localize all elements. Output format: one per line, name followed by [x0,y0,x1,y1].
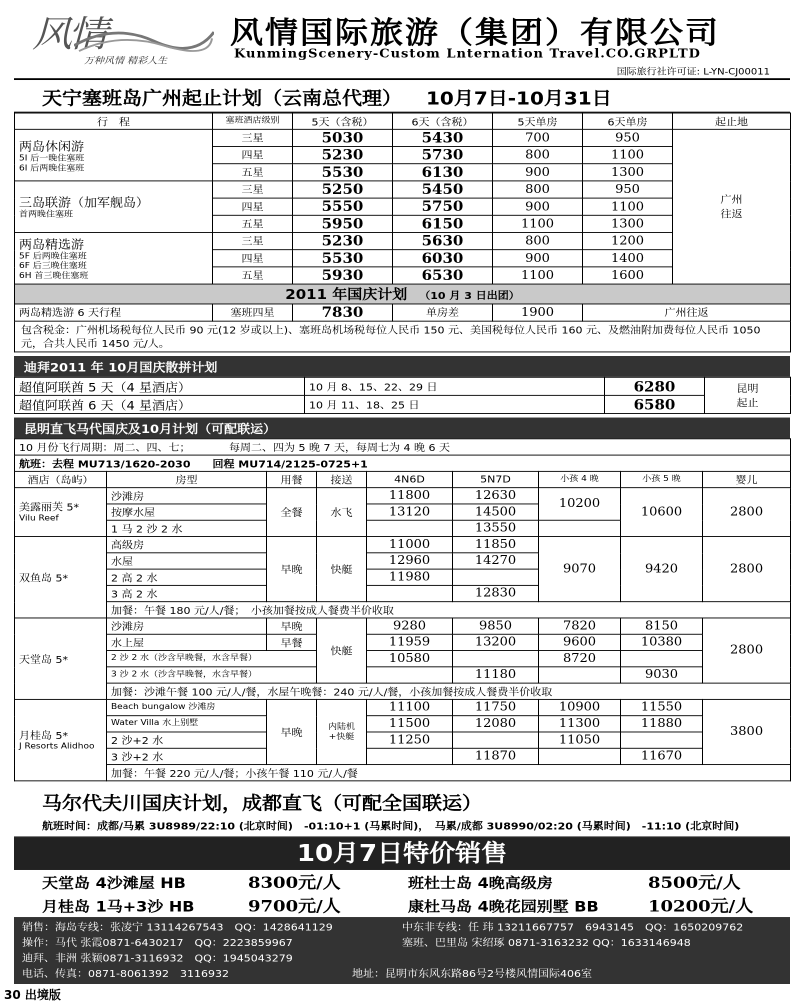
table-row [15,748,791,764]
group-note: 5I 后一晚住塞班 [19,153,85,163]
promo-price: 9700元/人 [248,897,341,917]
price-6day: 6530 [393,267,493,284]
single-5day: 900 [493,250,583,267]
price-5n7d: 12080 [453,716,539,732]
flight-row [15,455,791,471]
child-5: 11880 [621,716,703,732]
single-6day: 1200 [583,232,673,249]
col-hotel: 酒店（岛屿） [15,471,107,487]
single-6day: 1100 [583,198,673,215]
room-type: 水上屋 [107,634,267,650]
hotel-name: 月桂岛 5* [19,729,68,742]
group-two-island-leisure [15,129,213,181]
price-4n6d: 9280 [367,618,453,634]
national-day-row [15,304,791,321]
table-row [15,618,791,634]
origin-line: 昆明 [736,382,759,395]
col-room: 房型 [107,471,267,487]
tax-note: 包含税金：广州机场税每位人民币 90 元(12 岁或以上)、塞班岛机场税每位人民币 150 元、美国税每位人民币 160 元、及燃油附加费每位人民币 1050 元，合共人民币 1450 元/人。 [15,321,791,352]
child-4: 11050 [539,732,621,748]
table-row [15,377,791,395]
dubai-trip: 超值阿联酋 5 天（4 星酒店） [15,377,305,395]
child-5 [621,732,703,748]
price-5n7d: 11870 [453,748,539,764]
table-row [15,634,791,650]
child-4: 10900 [539,699,621,715]
maldives-header-row [15,471,791,487]
child-4: 9070 [539,537,621,602]
single-5day: 800 [493,181,583,198]
contact-address: 地址：昆明市东风东路86号2号楼风情国际406室 [352,967,592,980]
child-5: 11670 [621,748,703,764]
transfer-line: +快艇 [328,731,355,742]
company-logo [24,6,224,77]
promo-row [14,870,790,894]
price-5n7d: 14270 [453,553,539,569]
col-hotel-level: 塞班酒店级别 [213,113,293,129]
price-4n6d: 11959 [367,634,453,650]
price-5n7d [453,651,539,667]
promo-row [14,894,790,918]
meal-plan: 早晚 [267,618,317,634]
price-4n6d: 11500 [367,716,453,732]
license-number: 国际旅行社许可证: L-YN-CJ00011 [616,67,770,78]
child-5: 10600 [621,488,703,537]
dubai-trip: 超值阿联酋 6 天（4 星酒店） [15,395,305,413]
dubai-title: 迪拜2011 年 10月国庆散拼计划 [14,356,790,377]
price-6day: 6030 [393,250,493,267]
price-4n6d: 11980 [367,569,453,585]
infant-price: 2800 [703,537,791,602]
price-4n6d: 13120 [367,504,453,520]
price-5day: 5550 [293,198,393,215]
single-5day: 1100 [493,215,583,232]
single-5day: 900 [493,198,583,215]
origin-line: 起止 [736,397,759,409]
room-type: 水屋 [107,553,267,569]
price-5day: 5250 [293,181,393,198]
hotel-vilu-reef [15,488,107,537]
meal-plan: 全餐 [267,488,317,537]
price-4n6d [367,748,453,764]
price-6day: 5750 [393,198,493,215]
hotel-level: 三星 [213,232,293,249]
meal-plan: 早晚 [267,699,317,764]
hotel-level: 四星 [213,198,293,215]
group-note: 6F 后三晚住塞班 [19,261,87,271]
price-4n6d: 11100 [367,699,453,715]
child-4: 9600 [539,634,621,650]
group-note: 5F 后两晚住塞班 [19,251,87,261]
price-6day: 5630 [393,232,493,249]
single-6day: 1100 [583,147,673,164]
single-6day: 1400 [583,250,673,267]
price-4n6d: 12960 [367,553,453,569]
hotel-level: 三星 [213,181,293,198]
logo-slogan: 万种风情 精彩人生 [84,56,168,67]
price-5day: 5950 [293,215,393,232]
table-row [15,395,791,413]
table-row [15,602,791,618]
promo-table [14,870,790,917]
transfer [317,699,367,764]
room-type: 按摩水屋 [107,504,267,520]
col-infant: 婴儿 [703,471,791,487]
price-6day: 6130 [393,164,493,181]
hotel-name-en: J Resorts Alidhoo [19,742,95,752]
col-origin: 起止地 [673,113,791,129]
hotel-level: 五星 [213,267,293,284]
single-6day: 1600 [583,267,673,284]
price-6day: 5430 [393,129,493,146]
group-note: 6I 后两晚住塞班 [19,163,85,173]
contact-line: 销售：海岛专线：张凌宁 13114267543 QQ：1428641129 [22,921,333,934]
maldives-title: 昆明直飞马代国庆及10月计划（可配联运） [14,418,790,439]
price-5n7d: 11180 [453,667,539,683]
child-5: 11550 [621,699,703,715]
saipan-title-text: 天宁塞班岛广州起止计划（云南总代理） [42,87,402,109]
child-4: 7820 [539,618,621,634]
price-6day: 6150 [393,215,493,232]
table-row [15,667,791,683]
contact-block [14,917,790,984]
price-5day: 5530 [293,164,393,181]
single-5day: 700 [493,129,583,146]
price-4n6d [367,520,453,536]
group-three-island [15,181,213,233]
dubai-price: 6280 [605,377,705,395]
table-row [15,488,791,504]
promo-price: 10200元/人 [648,897,754,917]
room-type: Water Villa 水上别墅 [107,716,267,732]
hotel-level: 四星 [213,250,293,267]
price-4n6d: 11800 [367,488,453,504]
hotel-name: 美露丽芙 5* [19,501,79,514]
maldives-table [14,438,791,781]
hotel-level: 五星 [213,164,293,181]
promo-banner: 10月7日特价销售 [14,837,790,870]
col-child-4: 小孩 4 晚 [539,471,621,487]
transfer-line: 内陆机 [327,722,355,732]
logo-mark: 风情 [32,13,104,56]
extra-meal-note: 加餐：沙滩午餐 100 元/人/餐，水屋午晚餐：240 元/人/餐，小孩加餐按成人餐费半价收取 [107,683,791,699]
company-name: 风情国际旅游（集团）有限公司 [230,14,720,51]
hotel-name: 天堂岛 5* [15,618,107,699]
col-6day: 6天（含税） [393,113,493,129]
group-name: 两岛精选游 [19,238,85,252]
price-5n7d [453,732,539,748]
national-day-title [15,284,791,304]
price-4n6d [367,585,453,601]
promo-item: 天堂岛 4沙滩屋 HB [42,874,186,892]
edition-label: 30 出境版 [4,988,61,1002]
single-6day: 1300 [583,164,673,181]
hotel-level: 四星 [213,147,293,164]
dubai-origin [705,377,791,413]
hotel-level: 三星 [213,129,293,146]
single-6day: 1300 [583,215,673,232]
flight-info: 航班：去程 MU713/1620-2030 回程 MU714/2125-0725+1 [15,455,791,471]
origin-line: 往返 [720,208,743,221]
contact-line: 操作：马代 张霞0871-6430217 QQ：2223859967 [22,936,293,949]
price-5day: 5230 [293,147,393,164]
promo-item: 月桂岛 1马+3沙 HB [42,897,195,915]
table-row [15,651,791,667]
col-4n6d: 4N6D [367,471,453,487]
table-row [15,765,791,781]
col-5day-single: 5天单房 [493,113,583,129]
single-6day: 950 [583,181,673,198]
transfer: 快艇 [317,618,367,683]
national-hotel: 塞班四星 [213,304,293,321]
transfer: 快艇 [317,537,367,602]
room-type: 沙滩房 [107,488,267,504]
price-4n6d: 10580 [367,651,453,667]
tax-note-row [15,321,791,352]
group-name: 两岛休闲游 [19,140,85,154]
infant-price: 3800 [703,699,791,764]
price-5day: 5230 [293,232,393,249]
price-4n6d: 11000 [367,537,453,553]
contact-line: 迪拜、非洲 张颖0871-3116932 QQ：1945043279 [22,952,293,965]
extra-meal-note: 加餐：午餐 220 元/人/餐；小孩午餐 110 元/人/餐 [107,765,791,781]
infant-price: 2800 [703,488,791,537]
price-4n6d [367,667,453,683]
promo-item: 康杜马岛 4晚花园别墅 BB [408,897,599,915]
col-transfer: 接送 [317,471,367,487]
child-5: 9030 [621,667,703,683]
col-5day: 5天（含税） [293,113,393,129]
room-type: 2 高 2 水 [107,569,267,585]
promo-price: 8500元/人 [648,873,741,893]
national-price: 7830 [293,304,393,321]
contact-line: 电话、传真：0871-8061392 3116932 [22,967,229,980]
child-4 [539,748,621,764]
hotel-level: 五星 [213,215,293,232]
cycle-row [15,439,791,455]
price-4n6d: 11250 [367,732,453,748]
col-itinerary: 行 程 [15,113,213,129]
child-5 [621,651,703,667]
extra-meal-note: 加餐：午餐 180 元/人/餐； 小孩加餐按成人餐费半价收取 [107,602,791,618]
empty-cell [539,520,621,536]
room-type: 2 沙 2 水（沙含早晚餐，水含早餐） [107,651,317,667]
price-5n7d: 12630 [453,488,539,504]
room-type: 2 沙+2 水 [107,732,267,748]
group-two-island-select [15,232,213,284]
price-5n7d: 13200 [453,634,539,650]
group-note: 6H 首三晚住塞班 [19,271,89,281]
single-5day: 800 [493,147,583,164]
single-6day: 950 [583,129,673,146]
national-single-price: 1900 [493,304,583,321]
chengdu-title: 马尔代夫川国庆计划，成都直飞（可配全国联运） [42,792,482,814]
price-5n7d: 9850 [453,618,539,634]
price-5n7d: 11750 [453,699,539,715]
price-6day: 5450 [393,181,493,198]
promo-price: 8300元/人 [248,873,341,893]
chengdu-flight: 航班时间：成都/马累 3U8989/22:10 (北京时间) -01:10+1 (马累时间)， 马累/成都 3U8990/02:20 (马累时间) -11:10 (北京时间) [14,817,790,838]
national-origin: 广州往返 [583,304,791,321]
single-5day: 900 [493,164,583,181]
hotel-name-en: Vilu Reef [19,514,59,524]
col-meal: 用餐 [267,471,317,487]
room-type: Beach bungalow 沙滩房 [107,699,267,715]
header [14,4,790,80]
room-type: 高级房 [107,537,267,553]
room-type: 3 沙 2 水（沙含早晚餐，水含早餐） [107,667,317,683]
flight-cycle: 10 月份飞行周期：周二、四、七； 每周二、四为 5 晚 7 天，每周七为 4 晚 6 天 [15,439,791,455]
room-type: 沙滩房 [107,618,267,634]
national-day-band [15,284,791,304]
single-5day: 800 [493,232,583,249]
national-title-text: 2011 年国庆计划 [285,286,408,303]
price-5n7d: 13550 [453,520,539,536]
dubai-dates: 10 月 8、15、22、29 日 [305,377,605,395]
saipan-dates: 10月7日-10月31日 [426,87,612,109]
table-row [15,537,791,553]
logo-swoosh-icon [74,28,214,55]
company-name-en: KunmingScenery-Custom Lnternation Travel.CO.GRPLTD [234,47,701,62]
room-type: 1 马 2 沙 2 水 [107,520,267,536]
room-type: 3 沙+2 水 [107,748,267,764]
origin-line: 广州 [720,194,743,206]
national-itinerary: 两岛精选游 6 天行程 [15,304,213,321]
national-single-label: 单房差 [393,304,493,321]
table-row [15,683,791,699]
table-row [15,699,791,715]
table-row [15,716,791,732]
col-5n7d: 5N7D [453,471,539,487]
table-row [15,732,791,748]
hotel-name: 双鱼岛 5* [15,537,107,618]
flyer [14,4,790,980]
meal-plan: 早晚 [267,537,317,602]
transfer: 水飞 [317,488,367,537]
national-subtitle: （10 月 3 日出团） [419,289,520,302]
room-type: 3 高 2 水 [107,585,267,601]
meal-plan: 早餐 [267,634,317,650]
saipan-table [14,113,791,353]
price-5day: 5530 [293,250,393,267]
child-5: 9420 [621,537,703,602]
price-5n7d [453,569,539,585]
hotel-j-resorts [15,699,107,780]
contact-line: 塞班、巴里岛 宋绍琢 0871-3163232 QQ：1633146948 [402,936,691,949]
dubai-dates: 10 月 11、18、25 日 [305,395,605,413]
child-4 [539,667,621,683]
price-5n7d: 12830 [453,585,539,601]
saipan-header-row [15,113,791,129]
child-5: 10380 [621,634,703,650]
contact-line: 中东非专线：任 玮 13211667757 6943145 QQ：1650209762 [402,921,744,934]
saipan-title [14,80,790,113]
price-5n7d: 14500 [453,504,539,520]
price-5day: 5030 [293,129,393,146]
origin-cell [673,129,791,284]
child-4: 10200 [539,488,621,521]
col-6day-single: 6天单房 [583,113,673,129]
price-5day: 5930 [293,267,393,284]
child-4: 8720 [539,651,621,667]
table-row [15,129,791,146]
child-5: 8150 [621,618,703,634]
child-4: 11300 [539,716,621,732]
price-5n7d: 11850 [453,537,539,553]
price-6day: 5730 [393,147,493,164]
group-name: 三岛联游（加军舰岛） [19,196,150,211]
group-note: 首两晚住塞班 [19,210,74,220]
dubai-price: 6580 [605,395,705,413]
infant-price: 2800 [703,618,791,683]
dubai-table [14,377,791,414]
promo-item: 班杜士岛 4晚高级房 [408,874,553,892]
single-5day: 1100 [493,267,583,284]
col-child-5: 小孩 5 晚 [621,471,703,487]
